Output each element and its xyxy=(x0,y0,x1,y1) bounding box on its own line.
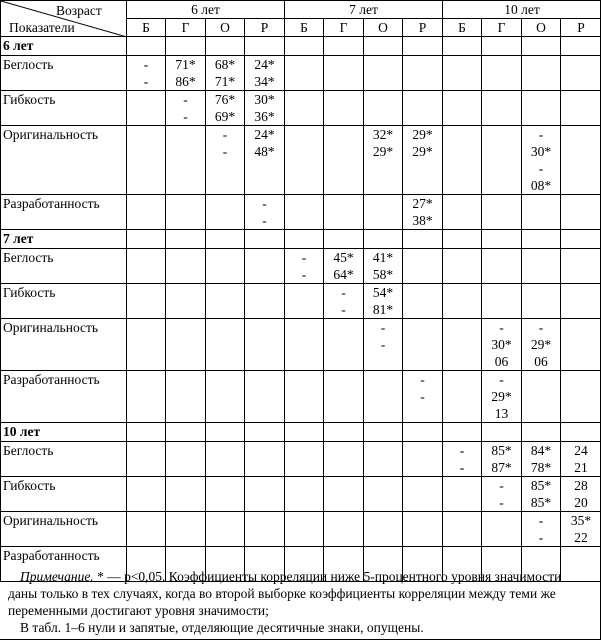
correlation-cell xyxy=(482,442,522,477)
correlation-value: 27* xyxy=(412,196,433,211)
correlation-value: 86* xyxy=(175,74,196,89)
age-group-header: 7 лет xyxy=(285,1,443,19)
subcol-header: Г xyxy=(324,19,364,37)
correlation-cell xyxy=(364,284,403,319)
correlation-cell xyxy=(206,249,245,284)
correlation-cell xyxy=(522,477,561,512)
correlation-value: 29* xyxy=(412,144,433,159)
correlation-value: 71* xyxy=(214,74,236,89)
correlation-value: 48* xyxy=(254,144,275,159)
correlation-cell xyxy=(403,477,443,512)
correlation-cell xyxy=(127,371,166,423)
correlation-cell xyxy=(364,56,403,91)
correlation-cell xyxy=(364,126,403,195)
correlation-cell xyxy=(245,512,285,547)
correlation-cell xyxy=(522,371,561,423)
correlation-cell xyxy=(245,319,285,371)
correlation-cell xyxy=(482,56,522,91)
correlation-cell xyxy=(561,91,601,126)
correlation-cell xyxy=(403,319,443,371)
correlation-cell xyxy=(561,442,601,477)
correlation-value: 20 xyxy=(574,495,588,510)
correlation-value: - xyxy=(183,109,188,124)
correlation-cell xyxy=(522,284,561,319)
empty-cell xyxy=(561,423,601,442)
row-label: Беглость xyxy=(1,56,127,91)
correlation-value: - xyxy=(538,530,544,545)
correlation-value: - xyxy=(143,74,149,89)
correlation-cell xyxy=(166,91,206,126)
correlation-value: 38* xyxy=(412,213,433,228)
correlation-cell xyxy=(522,126,561,195)
correlation-cell xyxy=(364,371,403,423)
correlation-value: 54* xyxy=(372,285,394,300)
correlation-cell xyxy=(285,91,324,126)
row-label: Беглость xyxy=(1,442,127,477)
correlation-cell xyxy=(403,284,443,319)
correlation-cell xyxy=(166,319,206,371)
correlation-cell xyxy=(285,319,324,371)
correlation-cell xyxy=(245,284,285,319)
correlation-cell xyxy=(522,56,561,91)
correlation-cell xyxy=(522,442,561,477)
correlation-cell xyxy=(443,56,482,91)
correlation-cell xyxy=(245,126,285,195)
empty-cell xyxy=(285,230,324,249)
empty-cell xyxy=(482,37,522,56)
correlation-value: - xyxy=(143,57,149,72)
row-label: Разработанность xyxy=(1,547,127,582)
correlation-cell xyxy=(364,477,403,512)
correlation-cell xyxy=(206,319,245,371)
empty-cell xyxy=(403,423,443,442)
subcol-header: О xyxy=(364,19,403,37)
correlation-cell xyxy=(443,195,482,230)
empty-cell xyxy=(443,37,482,56)
correlation-value: - xyxy=(499,495,504,510)
table-row xyxy=(1,477,601,512)
correlation-cell xyxy=(364,91,403,126)
correlation-cell xyxy=(206,371,245,423)
subcol-header: Г xyxy=(166,19,206,37)
table-row xyxy=(1,442,601,477)
correlation-cell xyxy=(285,249,324,284)
empty-cell xyxy=(403,37,443,56)
empty-cell xyxy=(206,230,245,249)
correlation-cell xyxy=(443,442,482,477)
correlation-value: 58* xyxy=(372,267,394,282)
correlation-cell xyxy=(482,512,522,547)
correlation-cell xyxy=(364,319,403,371)
empty-cell xyxy=(364,37,403,56)
table-row xyxy=(1,91,601,126)
correlation-cell xyxy=(561,512,601,547)
subcol-header: О xyxy=(206,19,245,37)
correlation-cell xyxy=(127,477,166,512)
correlation-value: - xyxy=(301,267,307,282)
correlation-value: - xyxy=(262,196,267,211)
correlation-cell xyxy=(482,477,522,512)
correlation-value: - xyxy=(380,320,386,335)
empty-cell xyxy=(324,37,364,56)
correlation-cell xyxy=(561,371,601,423)
correlation-cell xyxy=(166,371,206,423)
correlation-cell xyxy=(166,249,206,284)
correlation-cell xyxy=(443,126,482,195)
row-label: Разработанность xyxy=(1,195,127,230)
correlation-cell xyxy=(561,195,601,230)
correlation-cell xyxy=(285,371,324,423)
correlation-cell xyxy=(206,126,245,195)
correlation-value: 29* xyxy=(412,127,433,142)
correlation-cell xyxy=(166,512,206,547)
correlation-cell xyxy=(166,195,206,230)
correlation-value: 78* xyxy=(530,460,552,475)
correlation-cell xyxy=(245,477,285,512)
empty-cell xyxy=(285,37,324,56)
row-label: Беглость xyxy=(1,249,127,284)
correlation-value: 41* xyxy=(372,250,394,265)
header-row-ages xyxy=(1,1,601,19)
correlation-cell xyxy=(206,477,245,512)
row-label: Гибкость xyxy=(1,477,127,512)
correlation-cell xyxy=(166,442,206,477)
table-row xyxy=(1,319,601,371)
correlation-value: 32* xyxy=(372,127,394,142)
empty-cell xyxy=(206,423,245,442)
empty-cell xyxy=(482,230,522,249)
empty-cell xyxy=(364,423,403,442)
correlation-cell xyxy=(166,56,206,91)
correlation-cell xyxy=(403,91,443,126)
correlation-value: 29* xyxy=(491,389,512,404)
correlation-value: 24* xyxy=(254,57,275,72)
correlation-value: 29* xyxy=(530,337,552,352)
correlation-cell xyxy=(127,442,166,477)
correlation-cell xyxy=(127,284,166,319)
row-label: Оригинальность xyxy=(1,512,127,547)
correlation-value: - xyxy=(222,127,228,142)
correlation-value: - xyxy=(420,372,425,387)
correlation-cell xyxy=(443,371,482,423)
empty-cell xyxy=(561,230,601,249)
note-text-2: В табл. 1–6 нули и запятые, отделяющие десятичные знаки, опущены. xyxy=(20,620,424,635)
correlation-value: 29* xyxy=(372,144,394,159)
empty-cell xyxy=(522,230,561,249)
correlation-value: - xyxy=(341,285,346,300)
correlation-value: - xyxy=(420,389,425,404)
empty-cell xyxy=(522,423,561,442)
section-row xyxy=(1,423,601,442)
correlation-cell xyxy=(364,512,403,547)
correlation-cell xyxy=(206,56,245,91)
correlation-cell xyxy=(403,442,443,477)
correlation-cell xyxy=(482,371,522,423)
correlation-cell xyxy=(482,284,522,319)
empty-cell xyxy=(364,230,403,249)
correlation-cell xyxy=(245,249,285,284)
correlation-value: 28 xyxy=(574,478,588,493)
correlation-cell xyxy=(127,249,166,284)
empty-cell xyxy=(245,230,285,249)
correlation-value: - xyxy=(499,372,504,387)
correlation-cell xyxy=(127,91,166,126)
correlation-value: 71* xyxy=(175,57,196,72)
correlation-value: 35* xyxy=(570,513,592,528)
row-label: Гибкость xyxy=(1,91,127,126)
diagonal-header-cell xyxy=(1,1,127,37)
correlation-value: 08* xyxy=(530,178,552,193)
correlation-value: 34* xyxy=(254,74,275,89)
correlation-value: 76* xyxy=(214,92,236,107)
correlation-value: 22 xyxy=(574,530,588,545)
empty-cell xyxy=(403,230,443,249)
correlation-value: - xyxy=(538,513,544,528)
empty-cell xyxy=(561,37,601,56)
correlation-cell xyxy=(324,477,364,512)
subcol-header: Б xyxy=(285,19,324,37)
empty-cell xyxy=(206,37,245,56)
correlation-value: 69* xyxy=(214,109,236,124)
correlation-cell xyxy=(561,126,601,195)
correlation-cell xyxy=(166,477,206,512)
correlation-cell xyxy=(443,477,482,512)
correlation-value: 85* xyxy=(530,495,552,510)
table-row xyxy=(1,371,601,423)
correlation-value: 30* xyxy=(254,92,275,107)
empty-cell xyxy=(245,37,285,56)
correlation-cell xyxy=(561,284,601,319)
correlation-cell xyxy=(482,126,522,195)
correlation-cell xyxy=(403,195,443,230)
empty-cell xyxy=(245,423,285,442)
correlation-value: 13 xyxy=(494,406,509,421)
correlation-cell xyxy=(561,319,601,371)
correlation-cell xyxy=(443,284,482,319)
table-row xyxy=(1,56,601,91)
empty-cell xyxy=(166,423,206,442)
subcol-header: Р xyxy=(561,19,601,37)
correlation-value: 84* xyxy=(530,443,552,458)
table-note xyxy=(8,568,593,636)
correlation-cell xyxy=(324,442,364,477)
empty-cell xyxy=(166,230,206,249)
correlation-cell xyxy=(364,195,403,230)
correlation-cell xyxy=(206,512,245,547)
correlation-value: 85* xyxy=(530,478,552,493)
correlation-cell xyxy=(285,477,324,512)
correlation-cell xyxy=(245,371,285,423)
correlation-cell xyxy=(561,249,601,284)
correlation-value: 30* xyxy=(491,337,512,352)
correlation-cell xyxy=(285,195,324,230)
correlation-cell xyxy=(127,319,166,371)
section-title: 10 лет xyxy=(1,423,127,442)
correlation-cell xyxy=(324,249,364,284)
correlation-cell xyxy=(403,126,443,195)
correlation-value: - xyxy=(380,337,386,352)
correlation-cell xyxy=(561,56,601,91)
row-label: Оригинальность xyxy=(1,319,127,371)
indicators-header-label: Показатели xyxy=(9,20,75,35)
age-group-header: 6 лет xyxy=(127,1,285,19)
correlation-cell xyxy=(285,126,324,195)
correlation-value: 87* xyxy=(491,460,512,475)
correlation-cell xyxy=(482,319,522,371)
correlation-cell xyxy=(443,319,482,371)
correlation-cell xyxy=(482,91,522,126)
correlation-cell xyxy=(403,249,443,284)
correlation-cell xyxy=(127,56,166,91)
correlation-cell xyxy=(166,284,206,319)
empty-cell xyxy=(324,423,364,442)
correlation-value: 36* xyxy=(254,109,275,124)
age-header-label: Возраст xyxy=(56,3,102,18)
subcol-header: Г xyxy=(482,19,522,37)
correlation-cell xyxy=(324,371,364,423)
correlation-value: - xyxy=(538,161,544,176)
correlation-value: 45* xyxy=(333,250,354,265)
row-label: Разработанность xyxy=(1,371,127,423)
correlation-value: - xyxy=(459,443,465,458)
correlation-cell xyxy=(127,195,166,230)
correlation-cell xyxy=(127,126,166,195)
correlation-value: 68* xyxy=(214,57,236,72)
correlation-cell xyxy=(285,442,324,477)
correlation-value: 21 xyxy=(574,460,588,475)
correlation-cell xyxy=(206,91,245,126)
empty-cell xyxy=(522,37,561,56)
row-label: Оригинальность xyxy=(1,126,127,195)
empty-cell xyxy=(127,230,166,249)
correlation-cell xyxy=(324,195,364,230)
correlation-cell xyxy=(443,249,482,284)
correlation-cell xyxy=(127,512,166,547)
correlation-cell xyxy=(522,512,561,547)
correlation-value: 81* xyxy=(372,302,394,317)
correlation-cell xyxy=(245,91,285,126)
correlation-cell xyxy=(324,126,364,195)
empty-cell xyxy=(482,423,522,442)
correlation-cell xyxy=(206,442,245,477)
correlation-cell xyxy=(403,371,443,423)
table-row xyxy=(1,284,601,319)
correlation-value: 30* xyxy=(530,144,552,159)
correlation-cell xyxy=(364,249,403,284)
correlation-cell xyxy=(522,249,561,284)
correlation-cell xyxy=(482,249,522,284)
correlation-value: 06 xyxy=(534,354,548,369)
empty-cell xyxy=(443,423,482,442)
correlation-cell xyxy=(245,442,285,477)
correlation-value: - xyxy=(301,250,307,265)
correlation-value: 06 xyxy=(494,354,509,369)
subcol-header: О xyxy=(522,19,561,37)
correlation-value: - xyxy=(538,127,544,142)
correlation-cell xyxy=(522,195,561,230)
correlation-cell xyxy=(245,56,285,91)
empty-cell xyxy=(285,423,324,442)
correlation-value: 24 xyxy=(574,443,588,458)
empty-cell xyxy=(324,230,364,249)
age-group-header: 10 лет xyxy=(443,1,601,19)
correlation-value: - xyxy=(459,460,465,475)
section-row xyxy=(1,230,601,249)
correlation-cell xyxy=(206,195,245,230)
section-title: 6 лет xyxy=(1,37,127,56)
correlation-cell xyxy=(285,284,324,319)
section-title: 7 лет xyxy=(1,230,127,249)
correlation-cell xyxy=(443,512,482,547)
table-row xyxy=(1,195,601,230)
table-row xyxy=(1,249,601,284)
note-prefix: Примечание. xyxy=(20,569,94,584)
correlation-cell xyxy=(561,477,601,512)
correlation-cell xyxy=(166,126,206,195)
row-label: Гибкость xyxy=(1,284,127,319)
correlation-cell xyxy=(324,512,364,547)
table-row xyxy=(1,512,601,547)
subcol-header: Р xyxy=(245,19,285,37)
correlation-value: 24* xyxy=(254,127,275,142)
correlation-value: - xyxy=(499,478,504,493)
correlation-cell xyxy=(285,56,324,91)
correlation-cell xyxy=(482,195,522,230)
correlation-cell xyxy=(285,512,324,547)
correlation-value: - xyxy=(499,320,504,335)
correlation-value: 85* xyxy=(491,443,512,458)
empty-cell xyxy=(127,37,166,56)
correlation-value: - xyxy=(341,302,346,317)
table-row xyxy=(1,126,601,195)
subcol-header: Б xyxy=(443,19,482,37)
correlation-cell xyxy=(522,91,561,126)
correlation-cell xyxy=(522,319,561,371)
subcol-header: Р xyxy=(403,19,443,37)
empty-cell xyxy=(443,230,482,249)
correlation-cell xyxy=(324,284,364,319)
correlation-value: - xyxy=(183,92,188,107)
correlation-cell xyxy=(245,195,285,230)
correlation-value: - xyxy=(222,144,228,159)
section-row xyxy=(1,37,601,56)
correlation-cell xyxy=(324,91,364,126)
subcol-header: Б xyxy=(127,19,166,37)
correlation-cell xyxy=(324,319,364,371)
correlation-cell xyxy=(324,56,364,91)
correlation-cell xyxy=(403,56,443,91)
correlation-cell xyxy=(403,512,443,547)
correlation-cell xyxy=(206,284,245,319)
correlation-cell xyxy=(364,442,403,477)
empty-cell xyxy=(166,37,206,56)
correlation-value: - xyxy=(262,213,267,228)
correlation-value: 64* xyxy=(333,267,354,282)
correlation-value: - xyxy=(538,320,544,335)
empty-cell xyxy=(127,423,166,442)
note-text: * — p<0,05. Коэффициенты корреляции ниже 5-процентного уровня значимости даны только в тех случаях, когда во второй выборке коэффициенты корреляции между теми же переменными достигают уровня значимости; xyxy=(8,569,562,618)
correlation-cell xyxy=(443,91,482,126)
